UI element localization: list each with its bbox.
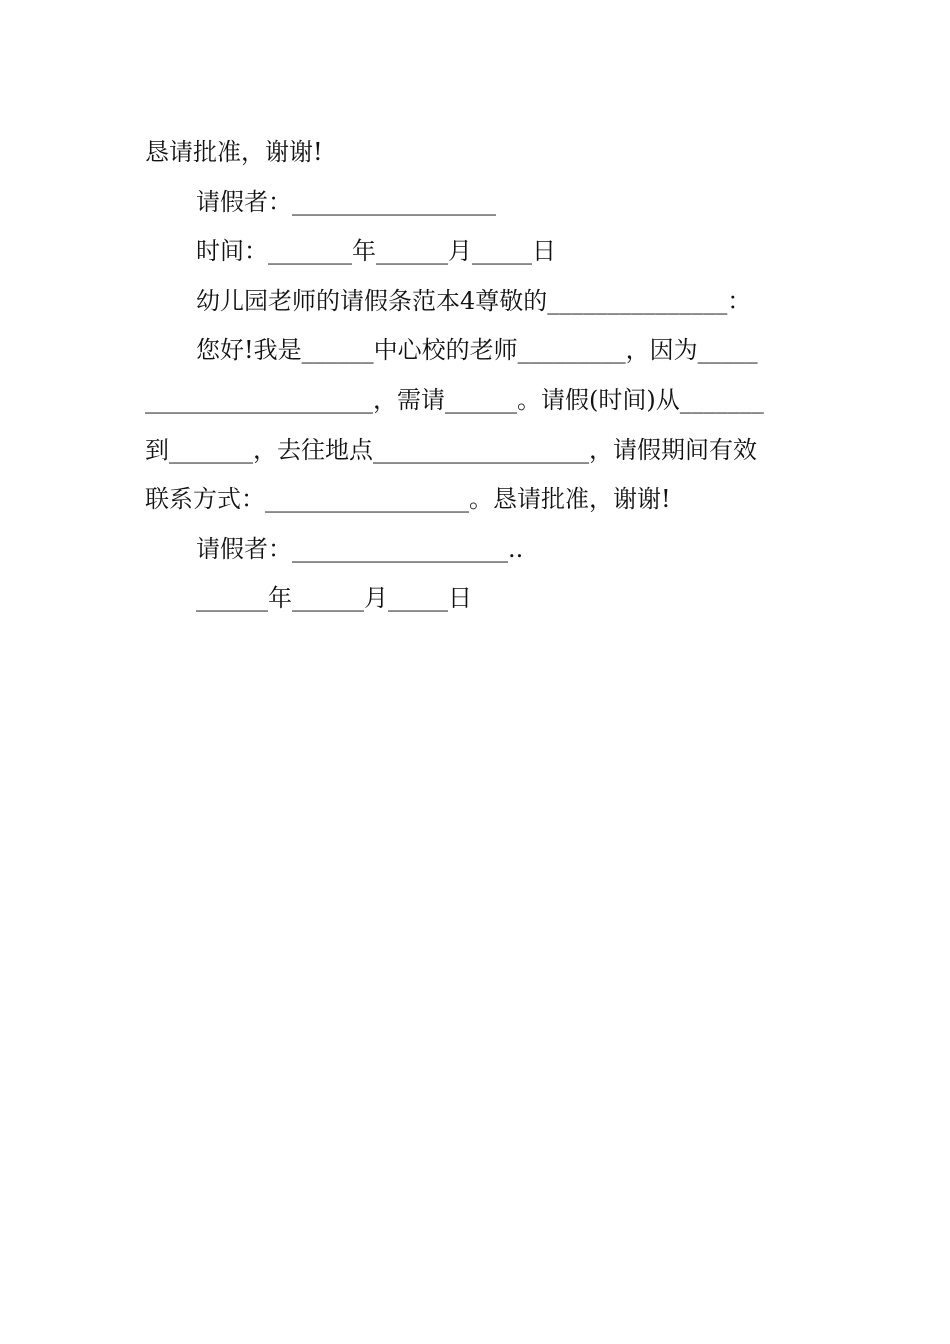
- second-date-line: ______年______月_____日: [196, 584, 472, 613]
- template-heading-line: 幼儿园老师的请假条范本4尊敬的_______________：: [196, 286, 752, 315]
- contact-line: 联系方式：_________________。恳请批准，谢谢!: [145, 485, 671, 514]
- closing-request-line: 恳请批准，谢谢!: [145, 138, 323, 166]
- date-line: 时间：_______年______月_____日: [196, 237, 556, 266]
- leave-reason-line: ___________________，需请______。请假(时间)从_______: [145, 385, 764, 414]
- letter-body: [145, 128, 810, 624]
- second-requester-line: 请假者：__________________..: [196, 534, 524, 563]
- greeting-line: 您好!我是______中心校的老师_________，因为_____: [196, 336, 758, 365]
- requester-signature-line: 请假者：_________________: [196, 187, 496, 216]
- destination-line: 到_______，去往地点__________________，请假期间有效: [145, 435, 757, 464]
